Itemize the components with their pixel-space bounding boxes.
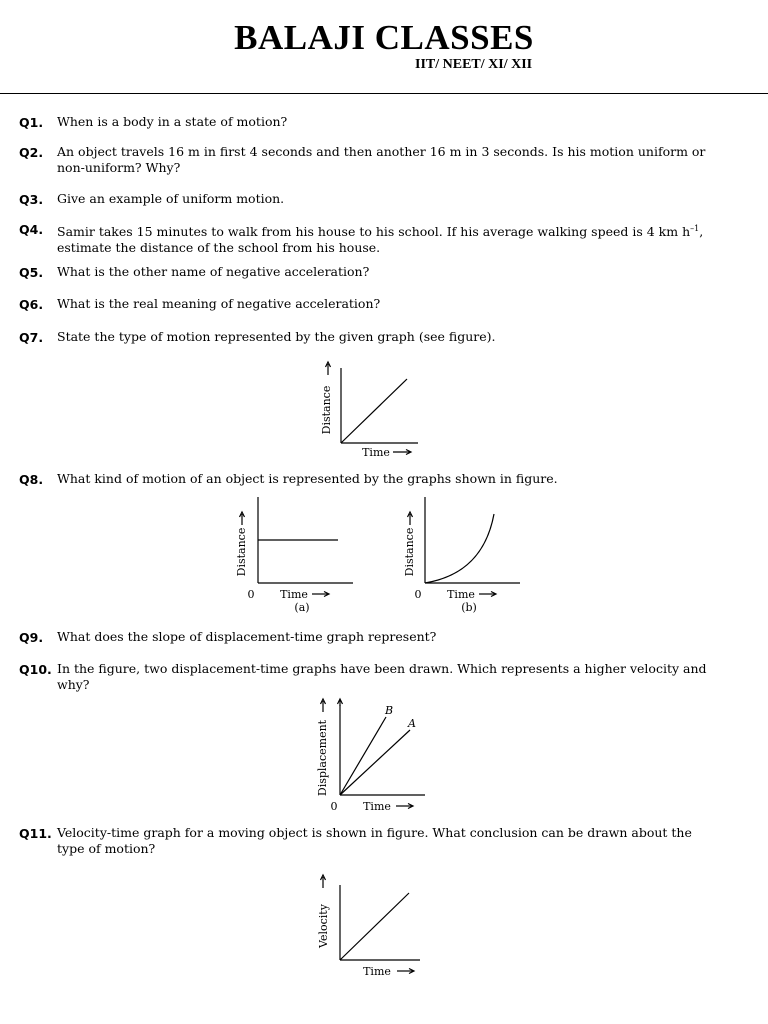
figure-caption: (b) xyxy=(461,601,477,614)
question-number: Q1. xyxy=(19,115,44,130)
y-arrowhead-icon xyxy=(321,699,326,704)
question-number: Q2. xyxy=(19,145,44,160)
question-text xyxy=(57,825,737,857)
line-b xyxy=(340,717,386,795)
x-axis-label: Time xyxy=(362,446,390,459)
origin-label: 0 xyxy=(247,588,255,601)
header-divider xyxy=(0,93,768,94)
distance-time-line xyxy=(341,379,407,443)
question-line xyxy=(57,221,737,240)
line-b-label: B xyxy=(384,704,394,717)
question-text xyxy=(57,661,737,693)
question-line-text: Samir takes 15 minutes to walk from his house to his school. If his average walking speed is 4 km h xyxy=(57,224,691,240)
question-text xyxy=(57,144,737,176)
question-line-punct: , xyxy=(699,224,704,240)
question-line: Velocity-time graph for a moving object is shown in figure. What conclusion can be drawn about the xyxy=(57,825,692,840)
question-number: Q11. xyxy=(19,826,52,841)
y-axis-arrowhead-icon xyxy=(338,699,343,704)
velocity-time-line xyxy=(340,893,409,960)
question-line: type of motion? xyxy=(57,841,156,856)
y-axis-label: Velocity xyxy=(317,904,330,948)
figure-caption: (a) xyxy=(294,601,310,614)
y-arrowhead-icon xyxy=(326,362,331,367)
question-text xyxy=(57,221,737,256)
question-text: What is the other name of negative acceleration? xyxy=(57,264,370,279)
unit-exponent: –1 xyxy=(690,224,700,233)
y-arrowhead-icon xyxy=(408,512,413,517)
x-arrowhead-icon xyxy=(406,450,411,455)
x-axis-label: Time xyxy=(363,800,391,813)
y-arrowhead-icon xyxy=(321,875,326,880)
question-number: Q6. xyxy=(19,297,44,312)
x-axis-label: Time xyxy=(363,965,391,978)
question-text: Give an example of uniform motion. xyxy=(57,191,285,206)
y-axis-label: Distance xyxy=(320,385,333,435)
page-title: BALAJI CLASSES xyxy=(234,18,534,57)
question-line: why? xyxy=(57,677,90,692)
y-axis-label: Displacement xyxy=(316,719,329,797)
y-axis-label: Distance xyxy=(235,527,248,577)
line-a-label: A xyxy=(408,717,416,730)
question-number: Q3. xyxy=(19,192,44,207)
question-text: What kind of motion of an object is represented by the graphs shown in figure. xyxy=(57,471,558,486)
y-arrowhead-icon xyxy=(240,512,245,517)
question-line: In the figure, two displacement-time graphs have been drawn. Which represents a higher velocity and xyxy=(57,661,707,676)
question-number: Q10. xyxy=(19,662,52,677)
accelerating-distance-curve xyxy=(425,514,494,583)
question-text: State the type of motion represented by the given graph (see figure). xyxy=(57,329,496,344)
question-text: What does the slope of displacement-time graph represent? xyxy=(57,629,437,644)
page-subtitle: IIT/ NEET/ XI/ XII xyxy=(415,57,533,72)
question-number: Q9. xyxy=(19,630,44,645)
x-arrowhead-icon xyxy=(409,969,414,974)
question-line: estimate the distance of the school from his house. xyxy=(57,240,381,256)
origin-label: 0 xyxy=(414,588,422,601)
x-arrowhead-icon xyxy=(408,804,413,809)
question-line: non-uniform? Why? xyxy=(57,160,181,175)
x-axis-label: Time xyxy=(447,588,475,601)
x-arrowhead-icon xyxy=(324,592,329,597)
question-number: Q8. xyxy=(19,472,44,487)
question-line: An object travels 16 m in first 4 seconds and then another 16 m in 3 seconds. Is his motion uniform or xyxy=(57,144,706,159)
question-number: Q4. xyxy=(19,222,44,237)
line-a xyxy=(340,730,410,795)
question-text: When is a body in a state of motion? xyxy=(57,114,288,129)
origin-label: 0 xyxy=(330,800,338,813)
y-axis-label: Distance xyxy=(403,527,416,577)
x-arrowhead-icon xyxy=(491,592,496,597)
question-number: Q5. xyxy=(19,265,44,280)
question-number: Q7. xyxy=(19,330,44,345)
question-text: What is the real meaning of negative acceleration? xyxy=(57,296,381,311)
x-axis-label: Time xyxy=(280,588,308,601)
